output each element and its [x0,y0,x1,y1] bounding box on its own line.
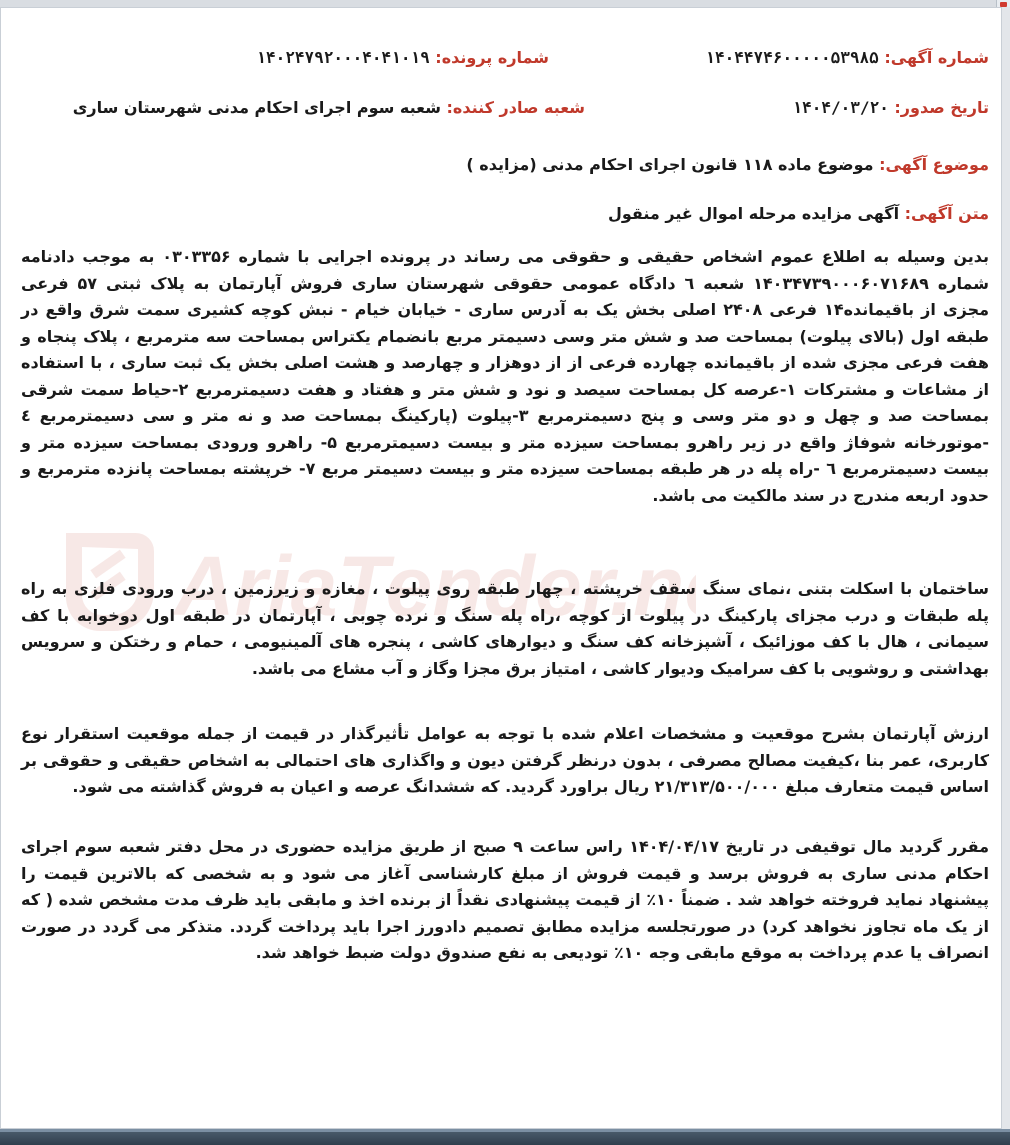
notice-text-label: متن آگهی: [904,204,989,223]
case-number-label: شماره پرونده: [435,48,549,67]
body-paragraph-4: مقرر گردید مال توقیفی در تاریخ ۱۴۰۴/۰۴/۱۷ راس ساعت ۹ صبح از طریق مزایده حضوری در محل دفتر شعبه سوم اجرای احکام مدنی ساری به فروش برسد و قیمت فروش از مبلغ کارشناسی آغاز می شود و به شخصی که بالاترین قیمت را پیشنهاد نماید فروخته خواهد شد . ضمناً ۱۰٪ از قیمت پیشنهادی نقداً از برنده اخذ و مابقی باید ظرف مدت مشخص شده ( که از یک ماه تجاوز نخواهد کرد) در صورتجلسه مزایده مطابق تصمیم دادورز اجرا باید پرداخت گردد. متذکر می گردد در صورت انصراف یا عدم پرداخت به موقع مابقی وجه ۱۰٪ تودیعی به نفع صندوق دولت ضبط خواهد شد. [21,837,990,962]
notice-panel [0,7,1002,1129]
subject-value: موضوع ماده ۱۱۸ قانون اجرای احکام مدنی (مزایده ) [466,155,874,174]
subject-label: موضوع آگهی: [879,155,989,174]
issuer-row [73,98,585,117]
issuer-value: شعبه سوم اجرای احکام مدنی شهرستان ساری [72,98,441,117]
taskbar-strip [0,1129,1010,1145]
body-paragraph-3: ارزش آپارتمان بشرح موقعیت و مشخصات اعلام شده با توجه به عوامل تأثیرگذار در قیمت از جمله موقعیت استقرار نوع کاربری، عمر بنا ،کیفیت مصالح مصرفی ، بدون درنظر گرفتن دیون و واگذاری های احتمالی به اشخاص حقیقی و حقوقی بر اساس قیمت متعارف مبلغ ۲۱/۳۱۳/۵۰۰/۰۰۰ ریال براورد گردید. که ششدانگ عرصه و اعیان به فروش گذاشته می شود. [21,724,989,796]
issue-date-label: تاریخ صدور: [894,98,989,117]
issue-date-row [793,98,990,117]
notice-text-row [608,204,989,223]
notice-number-row [705,48,989,67]
case-number-value: ۱۴۰۲۴۷۹۲۰۰۰۴۰۴۱۰۱۹ [256,48,430,67]
issue-date-value: ۱۴۰۴/۰۳/۲۰ [792,98,889,117]
body-paragraph-1: بدین وسیله به اطلاع عموم اشخاص حقیقی و حقوقی می رساند در پرونده اجرایی با شماره ۰۳۰۳۳۵۶ به موجب دادنامه شماره ۱۴۰۳۴۷۳۹۰۰۰۶۰۷۱۶۸۹ شعبه ٦ دادگاه عمومی حقوقی شهرستان ساری فروش آپارتمان به پلاک ثبتی ۵۷ فرعی مجزی از باقیمانده۱۴ فرعی ۲۴۰۸ اصلی بخش یک به آدرس ساری - خیابان خیام - نبش کوچه کشیری سمت شرق واقع در طبقه اول (بالای پیلوت) بمساحت صد و شش متر وسی دسیمتر مربع بانضمام یکتراس بمساحت سه مترمربع ، پلاک پنجاه و هفت فرعی مجزی شده از باقیمانده چهارده فرعی از از دوهزار و چهارصد و هشت اصلی بخش یک ثبت ساری ، با استفاده از مشاعات و مشترکات ۱-عرصه کل بمساحت سیصد و نود و شش متر و هفتاد و هفت دسیمترمربع ۲-حیاط سمت شرقی بمساحت صد و چهل و دو متر وسی و پنج دسیمترمربع ۳-پیلوت (پارکینگ بمساحت صد و نه متر و سی دسیمترمربع ٤ -موتورخانه شوفاژ واقع در زیر راهرو بمساحت سیزده متر و بیست دسیمترمربع ۵- راهرو ورودی بمساحت سیزده متر و بیست دسیمترمربع ٦ -راه پله در هر طبقه بمساحت سیزده متر و بیست دسیمتر مربع ۷- خرپشته بمساحت پانزده مترمربع و حدود اربعه مندرج در سند مالکیت می باشد. [21,247,990,505]
notice-text-title: آگهی مزایده مرحله اموال غیر منقول [607,204,900,223]
vertical-scrollbar[interactable] [1002,7,1010,1129]
issuer-label: شعبه صادر کننده: [446,98,585,117]
window-top-strip [0,0,1010,7]
notice-number-label: شماره آگهی: [884,48,989,67]
subject-row [466,155,989,174]
body-paragraph-2: ساختمان با اسکلت بتنی ،نمای سنگ سقف خرپشته ، چهار طبقه روی پیلوت ، مغازه و زیرزمین ، درب ورودی فلزی به راه پله طبقات و درب مجزای پارکینگ در پیلوت از کوچه ،راه پله سنگ و نرده چوبی ، آپارتمان در طبقه اول دوخوابه با کف سیمانی ، هال با کف موزائیک ، آشپزخانه کف سنگ و دیوارهای کاشی ، پنجره های آلمینیومی ، حمام و رختکن و سرویس بهداشتی و روشویی با کف سرامیک ودیوار کاشی ، امتیاز برق مجزا وگاز و آب مشاع می باشد. [21,579,989,678]
case-number-row [256,48,549,67]
watermark-text: AriaTender.n [174,539,685,633]
notice-number-value: ۱۴۰۴۴۷۴۶۰۰۰۰۰۵۳۹۸۵ [705,48,879,67]
